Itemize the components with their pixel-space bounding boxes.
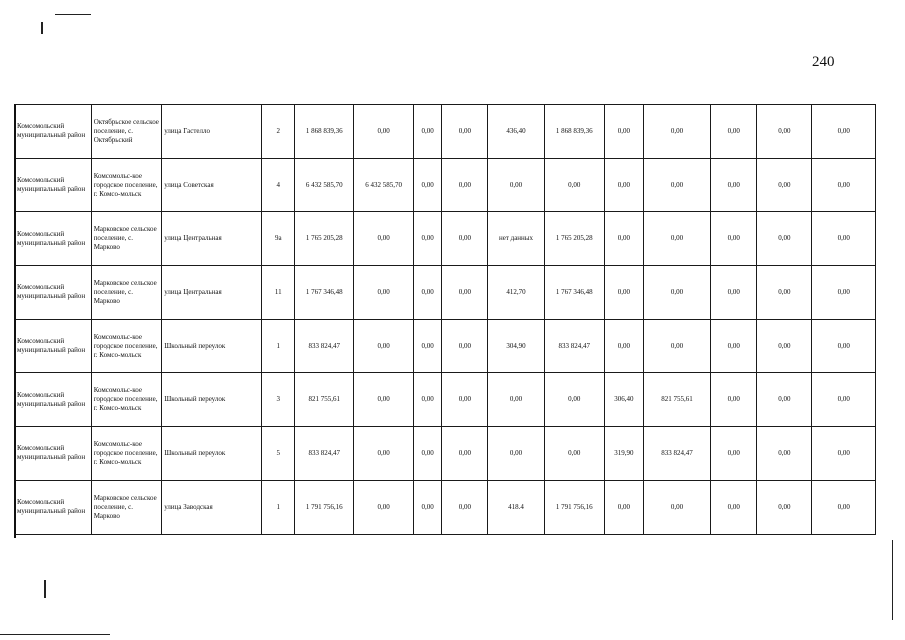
table-row [15,427,876,481]
cell-col-13: 0,00 [711,158,757,212]
cell-total-amount: 821 755,61 [295,373,354,427]
cell-district: Комсомольский муниципальный район [15,212,92,266]
cell-house-number: 1 [262,319,295,373]
cell-col-15: 0,00 [812,105,876,159]
cell-area: нет данных [488,212,544,266]
cell-house-number: 4 [262,158,295,212]
cell-street: улица Центральная [162,212,262,266]
cell-budget-region: 0,00 [413,319,442,373]
cell-street: Школьный переулок [162,319,262,373]
cell-settlement: Комсомольс-кое городское поселение, г. Комсо-мольск [91,373,162,427]
cell-area: 412,70 [488,266,544,320]
cell-cost-col-10: 1 765 205,28 [544,212,604,266]
cell-budget-region: 0,00 [413,373,442,427]
cell-col-14: 0,00 [757,105,812,159]
cell-total-amount: 1 868 839,36 [295,105,354,159]
cell-budget-local: 0,00 [442,266,488,320]
cell-col-15: 0,00 [812,158,876,212]
cell-fund-amount: 0,00 [354,212,413,266]
table-row [15,480,876,534]
cell-fund-amount: 6 432 585,70 [354,158,413,212]
cell-settlement: Марковское сельское поселение, с. Марково [91,212,162,266]
cell-col-13: 0,00 [711,212,757,266]
cell-district: Комсомольский муниципальный район [15,266,92,320]
cell-cost-col-12: 833 824,47 [643,427,710,481]
cell-fund-amount: 0,00 [354,373,413,427]
cell-area-col-11: 0,00 [604,105,643,159]
cell-col-13: 0,00 [711,266,757,320]
cell-col-15: 0,00 [812,427,876,481]
cell-cost-col-12: 821 755,61 [643,373,710,427]
cell-budget-local: 0,00 [442,373,488,427]
cell-cost-col-12: 0,00 [643,266,710,320]
cell-total-amount: 6 432 585,70 [295,158,354,212]
cell-area: 0,00 [488,373,544,427]
cell-house-number: 9а [262,212,295,266]
cell-budget-local: 0,00 [442,158,488,212]
cell-col-15: 0,00 [812,266,876,320]
cell-total-amount: 1 791 756,16 [295,480,354,534]
cell-house-number: 11 [262,266,295,320]
cell-cost-col-10: 833 824,47 [544,319,604,373]
scan-artifact-right [892,540,893,620]
table-left-border [14,104,16,538]
cell-area: 304,90 [488,319,544,373]
cell-cost-col-10: 0,00 [544,427,604,481]
cell-col-14: 0,00 [757,427,812,481]
cell-settlement: Октябрьское сельское поселение, с. Октябрьский [91,105,162,159]
cell-cost-col-12: 0,00 [643,319,710,373]
cell-settlement: Марковское сельское поселение, с. Марково [91,480,162,534]
cell-district: Комсомольский муниципальный район [15,480,92,534]
cell-settlement: Комсомольс-кое городское поселение, г. Комсо-мольск [91,319,162,373]
cell-settlement: Комсомольс-кое городское поселение, г. Комсо-мольск [91,427,162,481]
cell-settlement: Комсомольс-кое городское поселение, г. Комсо-мольск [91,158,162,212]
scan-artifact-top [55,14,91,15]
cell-district: Комсомольский муниципальный район [15,373,92,427]
cell-house-number: 5 [262,427,295,481]
cell-street: улица Советская [162,158,262,212]
cell-col-13: 0,00 [711,373,757,427]
cell-area-col-11: 0,00 [604,158,643,212]
cell-col-14: 0,00 [757,266,812,320]
cell-total-amount: 833 824,47 [295,319,354,373]
cell-col-15: 0,00 [812,480,876,534]
cell-cost-col-10: 1 791 756,16 [544,480,604,534]
cell-col-15: 0,00 [812,319,876,373]
table-row [15,212,876,266]
cell-fund-amount: 0,00 [354,480,413,534]
cell-area-col-11: 0,00 [604,212,643,266]
cell-street: улица Гастелло [162,105,262,159]
cell-col-14: 0,00 [757,158,812,212]
scan-artifact-base [0,634,110,635]
cell-district: Комсомольский муниципальный район [15,319,92,373]
cell-cost-col-10: 1 868 839,36 [544,105,604,159]
scan-artifact-mark [41,22,43,34]
cell-house-number: 1 [262,480,295,534]
cell-col-14: 0,00 [757,480,812,534]
cell-cost-col-12: 0,00 [643,480,710,534]
cell-street: улица Заводская [162,480,262,534]
cell-col-13: 0,00 [711,427,757,481]
cell-total-amount: 1 767 346,48 [295,266,354,320]
cell-house-number: 2 [262,105,295,159]
cell-col-14: 0,00 [757,319,812,373]
cell-area-col-11: 0,00 [604,319,643,373]
page-number: 240 [812,54,835,70]
scan-artifact-bottom [44,580,46,598]
table-row [15,105,876,159]
cell-cost-col-10: 0,00 [544,373,604,427]
cell-col-13: 0,00 [711,105,757,159]
cell-budget-region: 0,00 [413,212,442,266]
cell-district: Комсомольский муниципальный район [15,427,92,481]
cell-cost-col-10: 1 767 346,48 [544,266,604,320]
cell-budget-local: 0,00 [442,105,488,159]
cell-col-15: 0,00 [812,212,876,266]
cell-area: 436,40 [488,105,544,159]
table-row [15,373,876,427]
cell-district: Комсомольский муниципальный район [15,105,92,159]
cell-col-15: 0,00 [812,373,876,427]
cell-settlement: Марковское сельское поселение, с. Марково [91,266,162,320]
cell-area-col-11: 0,00 [604,480,643,534]
cell-budget-region: 0,00 [413,427,442,481]
cell-street: Школьный переулок [162,427,262,481]
table-row [15,158,876,212]
cell-budget-region: 0,00 [413,266,442,320]
register-table [14,104,876,535]
cell-area-col-11: 306,40 [604,373,643,427]
cell-area-col-11: 319,90 [604,427,643,481]
cell-budget-local: 0,00 [442,212,488,266]
cell-street: улица Центральная [162,266,262,320]
cell-area: 418.4 [488,480,544,534]
cell-budget-region: 0,00 [413,158,442,212]
cell-fund-amount: 0,00 [354,266,413,320]
cell-cost-col-12: 0,00 [643,105,710,159]
table-row [15,319,876,373]
cell-budget-local: 0,00 [442,427,488,481]
cell-street: Школьный переулок [162,373,262,427]
cell-col-13: 0,00 [711,480,757,534]
cell-budget-region: 0,00 [413,480,442,534]
cell-fund-amount: 0,00 [354,105,413,159]
cell-area-col-11: 0,00 [604,266,643,320]
cell-district: Комсомольский муниципальный район [15,158,92,212]
cell-budget-local: 0,00 [442,319,488,373]
cell-col-14: 0,00 [757,373,812,427]
cell-fund-amount: 0,00 [354,319,413,373]
cell-cost-col-12: 0,00 [643,158,710,212]
cell-col-13: 0,00 [711,319,757,373]
cell-area: 0,00 [488,427,544,481]
cell-total-amount: 833 824,47 [295,427,354,481]
cell-budget-local: 0,00 [442,480,488,534]
cell-fund-amount: 0,00 [354,427,413,481]
cell-house-number: 3 [262,373,295,427]
cell-area: 0,00 [488,158,544,212]
table-row [15,266,876,320]
cell-budget-region: 0,00 [413,105,442,159]
cell-col-14: 0,00 [757,212,812,266]
cell-cost-col-10: 0,00 [544,158,604,212]
cell-cost-col-12: 0,00 [643,212,710,266]
cell-total-amount: 1 765 205,28 [295,212,354,266]
